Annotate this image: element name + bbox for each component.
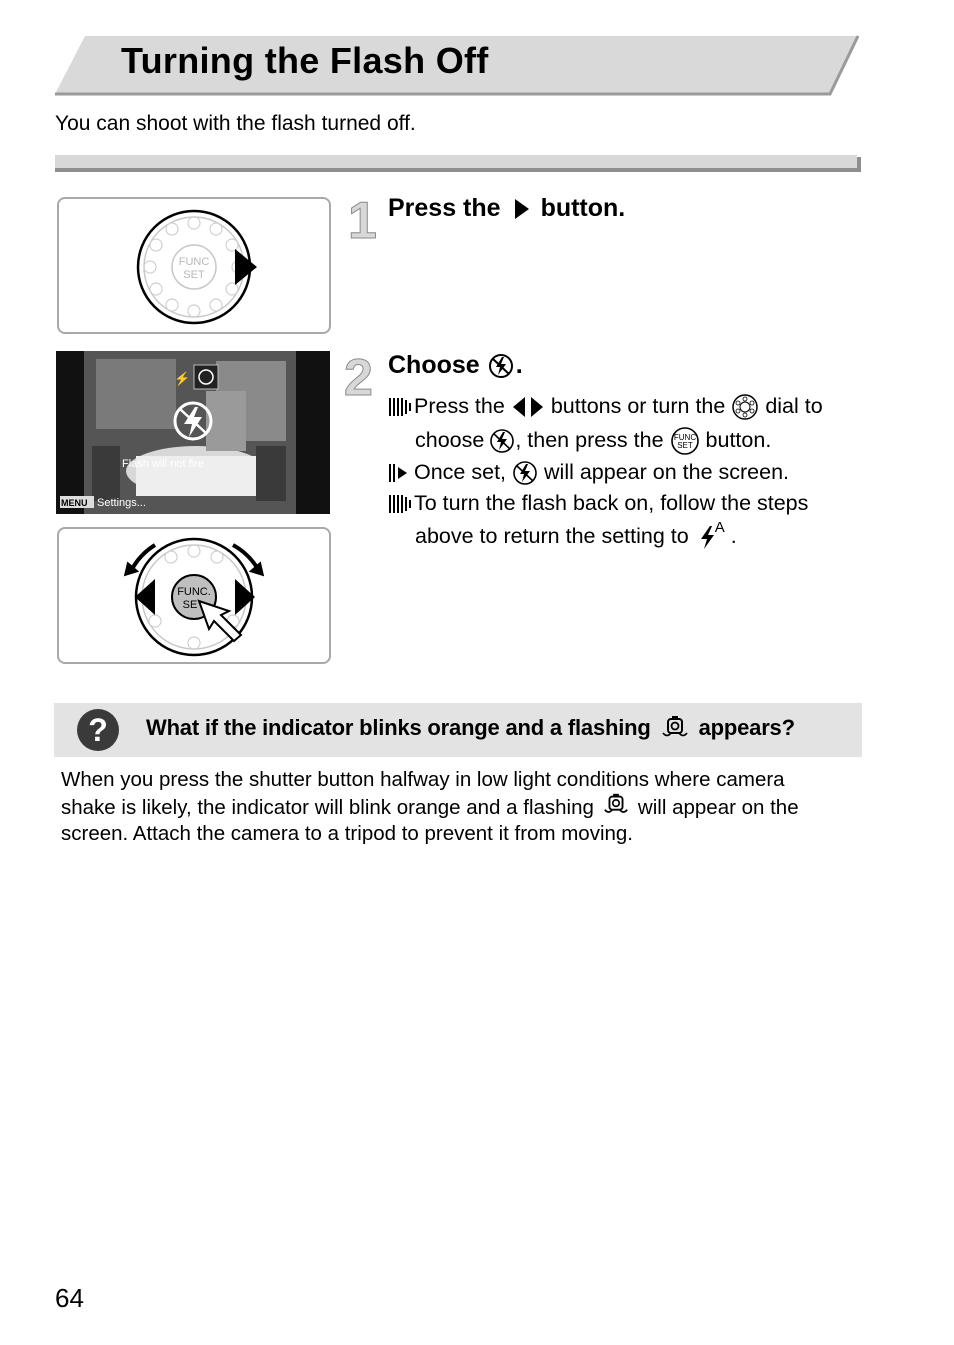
control-dial-press-icon [59,529,329,662]
step-1-title [388,194,625,223]
bullet-3-text-a: To turn the flash back on, follow the steps [414,491,809,516]
control-dial-icon [59,199,329,332]
faq-heading-post: appears? [698,715,795,740]
settings-label: Settings... [97,497,146,509]
bullet-3-text-b: above to return the setting to [415,524,689,549]
auto-flash-superscript: A [714,519,725,536]
flash-off-icon [489,428,515,454]
bullet-1-text-f: button. [705,428,772,453]
bullet-3-text-c: . [730,524,737,549]
func-label: FUNC [178,256,210,268]
func-label-pressed: FUNC. [177,586,211,598]
faq-body-line-3: screen. Attach the camera to a tripod to prevent it from moving. [61,822,633,845]
left-right-buttons-icon [511,396,545,418]
operation-bullet-icon [388,396,414,418]
step-2-bullet-3-line-1 [388,493,808,515]
camera-screen-image [56,351,330,514]
faq-heading-pre: What if the indicator blinks orange and a flashing [146,715,651,740]
step-1-title-pre: Press the [388,194,501,222]
bullet-1-text-d: choose [415,428,485,453]
step-2-bullet-3-line-2 [415,519,737,550]
intro-text: You can shoot with the flash turned off. [55,112,416,135]
faq-body-line-2a: shake is likely, the indicator will blink orange and a flashing [61,795,594,819]
svg-text:⚡: ⚡ [174,371,191,386]
menu-label: MENU [61,498,88,508]
step-2-bullet-1-line-2 [415,426,771,456]
right-arrow-button-icon [509,197,533,221]
operation-bullet-icon [388,493,414,515]
faq-body-line-2b: will appear on the [637,795,799,819]
faq-body-line-1: When you press the shutter button halfway in low light conditions where camera [61,768,785,791]
section-divider [55,155,861,173]
step-2-title-post: . [515,351,523,379]
screen-caption: Flash will not fire [122,458,204,470]
svg-text:FUNC: FUNC [673,433,696,442]
bullet-1-text-c: dial to [765,394,823,419]
bullet-1-text-e: , then press the [515,428,664,453]
step-number-1: 1 [348,192,377,250]
camera-shake-icon [660,713,690,743]
flash-off-icon [488,353,514,379]
set-label: SET [183,269,205,281]
bullet-2-text-a: Once set, [414,460,507,485]
step-2-bullet-1-line-1 [388,394,823,420]
set-label-pressed: SE [182,599,198,611]
page-number: 64 [55,1283,84,1313]
auto-flash-icon [699,524,715,550]
svg-text:?: ? [88,712,108,748]
svg-text:SET: SET [676,441,693,450]
camera-shake-icon [601,791,631,819]
dial-press-illustration [57,527,331,664]
bullet-1-text-b: buttons or turn the [550,394,726,419]
step-2-title [388,351,523,380]
faq-heading [146,713,795,743]
result-bullet-icon [388,462,414,484]
func-set-button-icon [670,426,700,456]
step-number-2: 2 [344,349,373,407]
faq-body-line-2 [61,797,799,819]
bullet-1-text-a: Press the [414,394,505,419]
control-dial-small-icon [730,394,760,420]
dial-right-illustration [57,197,331,334]
step-2-title-pre: Choose [388,351,480,379]
step-1-title-post: button. [540,194,626,222]
bullet-2-text-b: will appear on the screen. [544,460,790,485]
page-title: Turning the Flash Off [121,40,489,81]
step-2-bullet-2 [388,460,789,486]
question-icon [76,708,120,752]
flash-off-icon [512,460,538,486]
